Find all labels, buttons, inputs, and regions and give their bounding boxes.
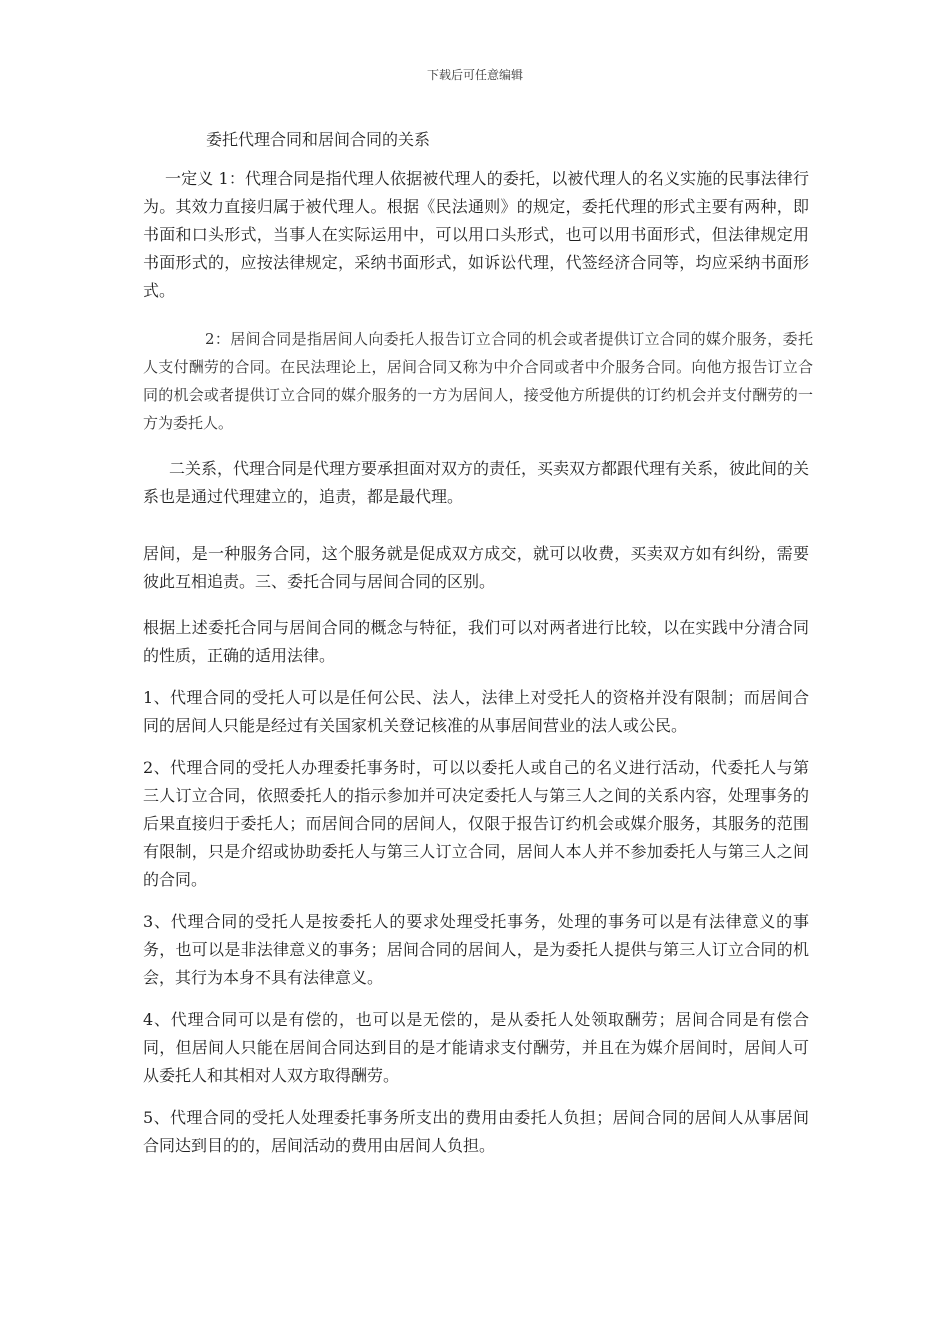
- list-item: 1、代理合同的受托人可以是任何公民、法人，法律上对受托人的资格并没有限制；而居间合同的居间人只能是经过有关国家机关登记核准的从事居间营业的法人或公民。: [143, 688, 809, 735]
- list-item: 3、代理合同的受托人是按委托人的要求处理受托事务，处理的事务可以是有法律意义的事务，也可以是非法律意义的事务；居间合同的居间人，是为委托人提供与第三人订立合同的机会，其行为本身不具有法律意义。: [143, 912, 809, 987]
- paragraph-definition-agency: 一定义 1：代理合同是指代理人依据被代理人的委托，以被代理人的名义实施的民事法律行为。其效力直接归属于被代理人。根据《民法通则》的规定，委托代理的形式主要有两种，即书面和口头形式，当事人在实际运用中，可以用口头形式，也可以用书面形式，但法律规定用书面形式的，应按法律规定，采纳书面形式，如诉讼代理，代签经济合同等，均应采纳书面形式。: [143, 169, 809, 300]
- document-title: 委托代理合同和居间合同的关系: [206, 130, 431, 149]
- list-item: 4、代理合同可以是有偿的，也可以是无偿的，是从委托人处领取酬劳；居间合同是有偿合同，但居间人只能在居间合同达到目的是才能请求支付酬劳，并且在为媒介居间时，居间人可从委托人和其相对人双方取得酬劳。: [143, 1010, 809, 1085]
- paragraph-definition-brokerage: 2：居间合同是指居间人向委托人报告订立合同的机会或者提供订立合同的媒介服务，委托人支付酬劳的合同。在民法理论上，居间合同又称为中介合同或者中介服务合同。向他方报告订立合同的机会或者提供订立合同的媒介服务的一方为居间人，接受他方所提供的订约机会并支付酬劳的一方为委托人。: [143, 330, 813, 432]
- list-item: 5、代理合同的受托人处理委托事务所支出的费用由委托人负担；居间合同的居间人从事居间合同达到目的的，居间活动的费用由居间人负担。: [143, 1108, 809, 1155]
- list-item: 2、代理合同的受托人办理委托事务时，可以以委托人或自己的名义进行活动，代委托人与第三人订立合同，依照委托人的指示参加并可决定委托人与第三人之间的关系内容，处理事务的后果直接归于委托人；而居间合同的居间人，仅限于报告订约机会或媒介服务，其服务的范围有限制，只是介绍或协助委托人与第三人订立合同，居间人本人并不参加委托人与第三人之间的合同。: [143, 758, 809, 889]
- page-header: 下载后可任意编辑: [426, 68, 523, 82]
- paragraph-comparison-intro: 根据上述委托合同与居间合同的概念与特征，我们可以对两者进行比较，以在实践中分清合同的性质，正确的适用法律。: [143, 618, 809, 665]
- paragraph-relationship: 二关系，代理合同是代理方要承担面对双方的责任，买卖双方都跟代理有关系，彼此间的关系也是通过代理建立的，追责，都是最代理。: [143, 459, 810, 506]
- paragraph-brokerage-service: 居间，是一种服务合同，这个服务就是促成双方成交，就可以收费，买卖双方如有纠纷，需要彼此互相追责。三、委托合同与居间合同的区别。: [143, 544, 809, 591]
- difference-list: [143, 684, 809, 1174]
